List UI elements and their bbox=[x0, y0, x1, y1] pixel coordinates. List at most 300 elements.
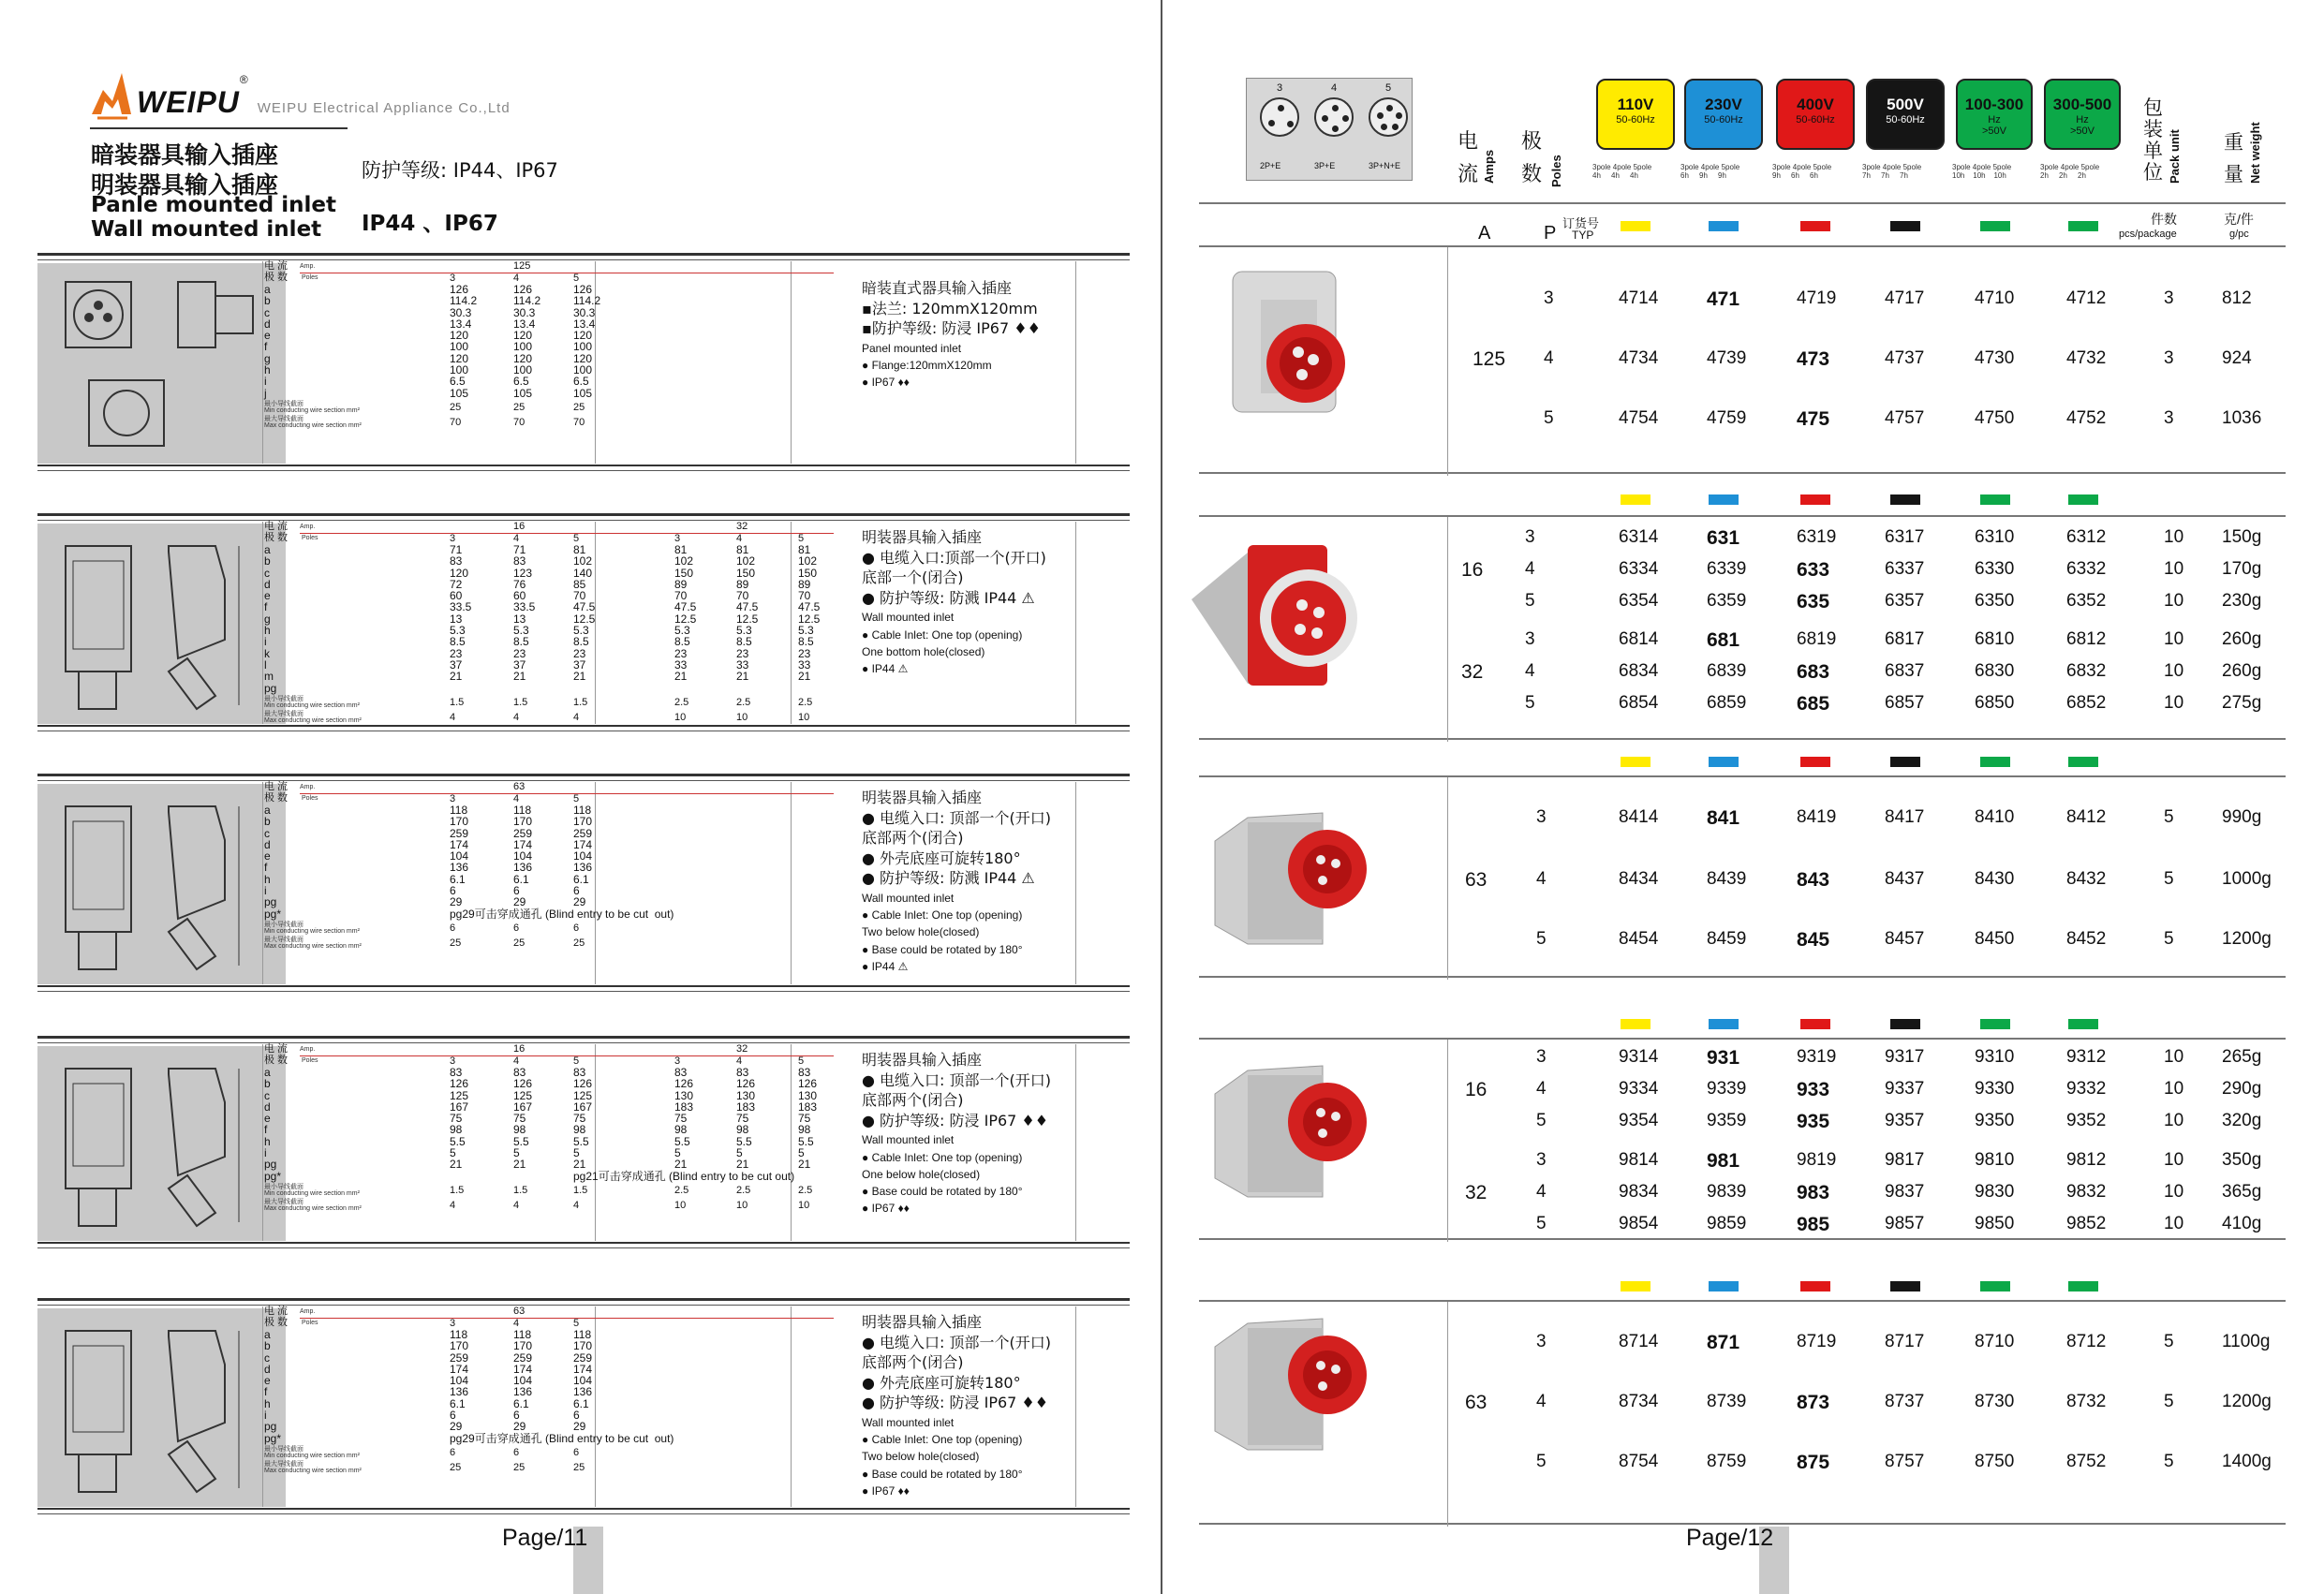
pole-config-label: 2P+E bbox=[1260, 161, 1281, 170]
max-wire-value: 4 bbox=[450, 711, 456, 723]
dimension-letters: a b c d e f g h i k l m pg bbox=[264, 543, 277, 695]
poles-label: 极 数 bbox=[264, 1317, 289, 1328]
min-wire-value: 2.5 bbox=[674, 1185, 689, 1196]
drawing-sketch bbox=[37, 521, 289, 724]
order-number: 6859 bbox=[1707, 693, 1747, 713]
color-swatch bbox=[1709, 1019, 1739, 1029]
pole-hour-legend: 3pole 4pole 5pole 9h 6h 6h bbox=[1772, 163, 1832, 180]
net-weight: 812 bbox=[2222, 288, 2252, 308]
col-typ-en: TYP bbox=[1572, 229, 1594, 242]
net-weight: 260g bbox=[2222, 629, 2262, 649]
order-number: 4739 bbox=[1707, 348, 1747, 368]
pack-count: 10 bbox=[2164, 693, 2184, 713]
spec-section bbox=[37, 1298, 1130, 1510]
order-number: 6350 bbox=[1975, 591, 2015, 611]
order-number: 6352 bbox=[2066, 591, 2107, 611]
min-wire-value: 25 bbox=[573, 402, 585, 413]
max-wire-value: 70 bbox=[513, 417, 525, 428]
order-number: 4730 bbox=[1975, 348, 2015, 368]
max-wire-value: 25 bbox=[450, 1462, 462, 1473]
order-number: 681 bbox=[1707, 629, 1740, 651]
pole-value: 5 bbox=[1544, 408, 1554, 428]
max-wire-value: 10 bbox=[736, 711, 748, 723]
pole-count: 5 bbox=[573, 793, 580, 804]
order-number: 8732 bbox=[2066, 1392, 2107, 1411]
pack-count: 3 bbox=[2164, 408, 2174, 428]
pole-value: 4 bbox=[1544, 348, 1554, 368]
section-rule bbox=[37, 991, 1130, 992]
table-gridline bbox=[262, 261, 263, 464]
order-number: 871 bbox=[1707, 1332, 1740, 1353]
poles-en-label: Poles bbox=[302, 1057, 318, 1064]
dimension-drawing bbox=[37, 260, 289, 464]
drawing-sketch bbox=[37, 1306, 289, 1507]
order-number: 6852 bbox=[2066, 693, 2107, 713]
order-number: 4759 bbox=[1707, 408, 1747, 428]
order-number: 9339 bbox=[1707, 1079, 1747, 1099]
pole-value: 4 bbox=[1536, 869, 1547, 889]
order-number: 685 bbox=[1797, 693, 1830, 715]
frequency-label: Hz >50V bbox=[2070, 114, 2095, 138]
color-swatch bbox=[1800, 1281, 1830, 1291]
description-line-zh: ● 电缆入口: 顶部一个(开口) bbox=[862, 808, 1052, 827]
order-number: 8419 bbox=[1797, 807, 1837, 827]
poles-en-label: Poles bbox=[302, 274, 318, 281]
description-line-zh: ● 电缆入口:顶部一个(开口) bbox=[862, 548, 1046, 567]
header-divider bbox=[1199, 202, 2286, 204]
min-wire-value: 6 bbox=[450, 1447, 456, 1458]
color-swatch bbox=[1621, 1281, 1650, 1291]
dimension-values: 83 126 130 183 75 98 5.5 5 21 bbox=[674, 1066, 694, 1172]
order-number: 9317 bbox=[1885, 1047, 1925, 1067]
min-wire-value: 25 bbox=[450, 402, 462, 413]
section-rule bbox=[37, 470, 1130, 471]
pole-count: 3 bbox=[450, 1055, 456, 1067]
pack-count: 5 bbox=[2164, 929, 2174, 949]
order-number: 6839 bbox=[1707, 661, 1747, 681]
order-number: 8457 bbox=[1885, 929, 1925, 949]
section-rule bbox=[37, 1508, 1130, 1510]
pole-value: 4 bbox=[1525, 661, 1535, 681]
order-number: 8439 bbox=[1707, 869, 1747, 889]
order-number: 875 bbox=[1797, 1452, 1830, 1473]
title-zh-wall: 明装器具输入插座 bbox=[91, 171, 279, 199]
order-number: 8432 bbox=[2066, 869, 2107, 889]
dimension-letters: a b c d e f h i pg pg* bbox=[264, 804, 282, 921]
pack-count: 3 bbox=[2164, 348, 2174, 368]
pin-dot bbox=[1386, 105, 1393, 111]
order-number: 9832 bbox=[2066, 1182, 2107, 1202]
order-number: 9839 bbox=[1707, 1182, 1747, 1202]
order-number: 8737 bbox=[1885, 1392, 1925, 1411]
net-weight: 230g bbox=[2222, 591, 2262, 611]
pole-config-diagram bbox=[1246, 78, 1413, 181]
order-number: 9319 bbox=[1797, 1047, 1837, 1067]
pole-value: 3 bbox=[1525, 629, 1535, 649]
order-number: 8437 bbox=[1885, 869, 1925, 889]
col-typ-zh: 订货号 bbox=[1562, 216, 1600, 230]
description-line-zh: 明装器具输入插座 bbox=[862, 1313, 983, 1331]
pole-count: 4 bbox=[513, 273, 520, 284]
min-wire-en: Min conducting wire section mm² bbox=[264, 1190, 360, 1197]
description-line-en: Wall mounted inlet bbox=[862, 611, 955, 625]
section-rule bbox=[37, 1242, 1130, 1244]
description-line-en: Two below hole(closed) bbox=[862, 925, 980, 939]
color-swatch bbox=[2068, 494, 2098, 505]
max-wire-value: 70 bbox=[450, 417, 462, 428]
pole-value: 5 bbox=[1525, 693, 1535, 713]
poles-en-label: Poles bbox=[302, 1320, 318, 1326]
color-swatch bbox=[2068, 1019, 2098, 1029]
amp-value-1: 16 bbox=[513, 1043, 525, 1055]
inlet-product-image bbox=[1192, 543, 1365, 693]
pin-dot bbox=[1396, 112, 1402, 119]
net-weight: 1200g bbox=[2222, 929, 2272, 949]
header-underline bbox=[300, 793, 834, 794]
weight-en: Net weight bbox=[2248, 122, 2262, 184]
max-wire-value: 25 bbox=[513, 937, 525, 949]
net-weight: 320g bbox=[2222, 1111, 2262, 1130]
max-wire-value: 10 bbox=[674, 1200, 687, 1211]
poles-label-zh: 极 数 bbox=[1521, 130, 1543, 187]
description-line-zh: ● 防护等级: 防溅 IP44 ⚠ bbox=[862, 869, 1035, 888]
voltage-color-box bbox=[2044, 79, 2121, 150]
min-wire-value: 2.5 bbox=[674, 696, 689, 708]
order-number: 6317 bbox=[1885, 527, 1925, 547]
dimension-values: 118 170 259 174 104 136 6.1 6 29 pg29可击穿成通孔 (Blind entry to be cut out) bbox=[450, 804, 674, 921]
pole-hour-legend: 3pole 4pole 5pole 10h 10h 10h bbox=[1952, 163, 2012, 180]
pin-dot bbox=[1278, 105, 1284, 111]
description-line-en: ● IP67 ♦♦ bbox=[862, 376, 910, 390]
order-number: 9857 bbox=[1885, 1214, 1925, 1233]
pole-value: 4 bbox=[1536, 1392, 1547, 1411]
pole-value: 3 bbox=[1544, 288, 1554, 308]
voltage-label: 110V bbox=[1617, 96, 1654, 113]
order-number: 931 bbox=[1707, 1047, 1740, 1069]
color-swatch bbox=[1709, 221, 1739, 231]
max-wire-value: 4 bbox=[573, 1200, 580, 1211]
brand-logo bbox=[90, 67, 511, 120]
order-number: 9852 bbox=[2066, 1214, 2107, 1233]
min-wire-en: Min conducting wire section mm² bbox=[264, 1453, 360, 1459]
voltage-label: 100-300 bbox=[1964, 96, 2024, 113]
table-gridline bbox=[791, 261, 792, 464]
title-zh-panel: 暗装器具输入插座 bbox=[91, 141, 279, 169]
description-line-zh: 底部两个(闭合) bbox=[862, 829, 964, 848]
order-number: 4734 bbox=[1619, 348, 1659, 368]
net-weight: 1036 bbox=[2222, 408, 2262, 428]
order-number: 9854 bbox=[1619, 1214, 1659, 1233]
order-number: 985 bbox=[1797, 1214, 1830, 1235]
order-number: 9814 bbox=[1619, 1150, 1659, 1170]
pack-count: 5 bbox=[2164, 1452, 2174, 1471]
max-wire-value: 25 bbox=[450, 937, 462, 949]
dimension-values: 71 83 120 72 60 33.5 13 5.3 8.5 23 37 21 bbox=[450, 543, 472, 684]
min-wire-value: 2.5 bbox=[798, 1185, 813, 1196]
min-wire-value: 2.5 bbox=[798, 696, 813, 708]
dimension-values: 118 170 259 174 104 136 6.1 6 29 pg29可击穿成通孔 (Blind entry to be cut out) bbox=[450, 1328, 674, 1445]
amp-value-1: 16 bbox=[513, 521, 525, 532]
amp-label: Amp. bbox=[300, 784, 316, 790]
voltage-label: 230V bbox=[1705, 96, 1742, 113]
description-line-en: ● IP67 ♦♦ bbox=[862, 1483, 910, 1498]
color-swatch bbox=[2068, 1281, 2098, 1291]
order-number: 9357 bbox=[1885, 1111, 1925, 1130]
pole-config-number: 3 bbox=[1277, 82, 1283, 94]
order-number: 6339 bbox=[1707, 559, 1747, 579]
pole-value: 3 bbox=[1536, 807, 1547, 827]
description-line-en: Wall mounted inlet bbox=[862, 891, 955, 905]
protection-zh: 防护等级: IP44、IP67 bbox=[362, 159, 558, 182]
voltage-color-box bbox=[1776, 79, 1855, 150]
color-swatch bbox=[1890, 221, 1920, 231]
order-number: 9352 bbox=[2066, 1111, 2107, 1130]
color-swatch bbox=[2068, 757, 2098, 767]
order-number: 6814 bbox=[1619, 629, 1659, 649]
order-number: 4712 bbox=[2066, 288, 2107, 308]
net-weight: 150g bbox=[2222, 527, 2262, 547]
pole-value: 3 bbox=[1525, 527, 1535, 547]
order-number: 9337 bbox=[1885, 1079, 1925, 1099]
pack-count: 10 bbox=[2164, 629, 2184, 649]
order-number: 8710 bbox=[1975, 1332, 2015, 1351]
frequency-label: Hz >50V bbox=[1982, 114, 2006, 138]
pole-count: 4 bbox=[513, 793, 520, 804]
dimension-letters: a b c d e f h i pg pg* bbox=[264, 1066, 282, 1183]
col-pcs-en: pcs/package bbox=[2119, 229, 2177, 240]
net-weight: 275g bbox=[2222, 693, 2262, 713]
poles-label: 极 数 bbox=[264, 792, 289, 804]
inlet-product-image bbox=[1210, 1056, 1369, 1206]
description-line-zh: 底部两个(闭合) bbox=[862, 1353, 964, 1372]
inlet-product-image bbox=[1210, 1309, 1369, 1469]
color-swatch bbox=[1621, 1019, 1650, 1029]
dimension-values: 118 170 259 174 104 136 6.1 6 29 bbox=[513, 1328, 533, 1434]
order-number: 8454 bbox=[1619, 929, 1659, 949]
col-a: A bbox=[1478, 223, 1491, 244]
poles-label: 极 数 bbox=[264, 272, 289, 283]
dimension-drawing bbox=[37, 1043, 289, 1241]
pin-dot bbox=[1392, 124, 1399, 130]
order-number: 9310 bbox=[1975, 1047, 2015, 1067]
dimension-values: 81 102 150 89 70 47.5 12.5 5.3 8.5 23 33 21 bbox=[798, 543, 821, 684]
page-num: 11 bbox=[563, 1525, 588, 1551]
description-line-en: ● Base could be rotated by 180° bbox=[862, 942, 1023, 956]
voltage-color-box bbox=[1956, 79, 2033, 150]
order-number: 4714 bbox=[1619, 288, 1659, 308]
pole-value: 4 bbox=[1536, 1182, 1547, 1202]
order-number: 6310 bbox=[1975, 527, 2015, 547]
section-rule bbox=[37, 1247, 1130, 1248]
drawing-sketch bbox=[37, 260, 289, 464]
order-number: 6854 bbox=[1619, 693, 1659, 713]
pin-dot bbox=[1377, 112, 1384, 119]
product-description bbox=[862, 1050, 1143, 1216]
pack-count: 5 bbox=[2164, 869, 2174, 889]
net-weight: 260g bbox=[2222, 661, 2262, 681]
color-swatch bbox=[1980, 757, 2010, 767]
order-number: 8452 bbox=[2066, 929, 2107, 949]
description-line-en: One bottom hole(closed) bbox=[862, 644, 985, 658]
description-line-en: ● IP44 ⚠ bbox=[862, 661, 909, 675]
col-pcs-zh: 件数 bbox=[2151, 212, 2177, 227]
socket-face-icon bbox=[1260, 97, 1299, 137]
pole-value: 3 bbox=[1536, 1332, 1547, 1351]
order-number: 473 bbox=[1797, 348, 1830, 370]
drawing-sketch bbox=[37, 781, 289, 984]
order-number: 8410 bbox=[1975, 807, 2015, 827]
max-wire-value: 70 bbox=[573, 417, 585, 428]
voltage-label: 400V bbox=[1797, 96, 1834, 113]
order-number: 6810 bbox=[1975, 629, 2015, 649]
description-line-zh: 底部两个(闭合) bbox=[862, 1091, 964, 1110]
color-swatch bbox=[1621, 757, 1650, 767]
net-weight: 924 bbox=[2222, 348, 2252, 368]
pack-count: 5 bbox=[2164, 1392, 2174, 1411]
amp-value-2: 32 bbox=[736, 1043, 748, 1055]
amp-value-2: 32 bbox=[736, 521, 748, 532]
max-wire-en: Max conducting wire section mm² bbox=[264, 716, 362, 724]
max-wire-value: 4 bbox=[573, 711, 580, 723]
pole-value: 5 bbox=[1536, 929, 1547, 949]
table-rule bbox=[1199, 738, 2286, 740]
order-number: 983 bbox=[1797, 1182, 1830, 1203]
order-number: 843 bbox=[1797, 869, 1830, 891]
voltage-label: 500V bbox=[1887, 96, 1924, 113]
order-number: 6819 bbox=[1797, 629, 1837, 649]
order-number: 9850 bbox=[1975, 1214, 2015, 1233]
dimension-drawing bbox=[37, 1306, 289, 1507]
order-number: 471 bbox=[1707, 288, 1740, 310]
col-gpc-zh: 克/件 bbox=[2224, 212, 2254, 227]
pole-value: 4 bbox=[1525, 559, 1535, 579]
max-wire-en: Max conducting wire section mm² bbox=[264, 943, 362, 950]
brand-name: WEIPU bbox=[137, 85, 240, 119]
dimension-values: 81 102 150 89 70 47.5 12.5 5.3 8.5 23 33 21 bbox=[674, 543, 697, 684]
pole-hour-legend: 3pole 4pole 5pole 4h 4h 4h bbox=[1592, 163, 1652, 180]
dimension-values: 81 102 140 85 70 47.5 12.5 5.3 8.5 23 37 21 bbox=[573, 543, 596, 684]
description-line-zh: ● 电缆入口: 顶部一个(开口) bbox=[862, 1070, 1052, 1089]
order-number: 6834 bbox=[1619, 661, 1659, 681]
net-weight: 265g bbox=[2222, 1047, 2262, 1067]
order-number: 9830 bbox=[1975, 1182, 2015, 1202]
net-weight: 1200g bbox=[2222, 1392, 2272, 1411]
max-wire-en: Max conducting wire section mm² bbox=[264, 1468, 362, 1474]
order-number: 6357 bbox=[1885, 591, 1925, 611]
order-number: 9350 bbox=[1975, 1111, 2015, 1130]
product-description bbox=[862, 1312, 1143, 1498]
description-line-en: ● Flange:120mmX120mm bbox=[862, 358, 992, 372]
amp-value: 63 bbox=[1465, 1392, 1488, 1413]
net-weight: 290g bbox=[2222, 1079, 2262, 1099]
pin-dot bbox=[1342, 115, 1349, 122]
table-gridline bbox=[791, 782, 792, 984]
amp-value-1: 63 bbox=[513, 781, 525, 792]
color-swatch bbox=[1709, 1281, 1739, 1291]
pin-dot bbox=[1381, 124, 1387, 130]
dimension-values: 83 126 125 167 75 98 5.5 5 21 bbox=[450, 1066, 469, 1172]
col-gpc-en: g/pc bbox=[2229, 229, 2249, 240]
product-description bbox=[862, 527, 1143, 676]
order-number: 8412 bbox=[2066, 807, 2107, 827]
table-gridline bbox=[1447, 777, 1448, 980]
description-line-zh: ▪防护等级: 防浸 IP67 ♦♦ bbox=[862, 319, 1041, 338]
dimension-values: 83 126 130 183 75 98 5.5 5 21 bbox=[798, 1066, 818, 1172]
current-label: 电 流 bbox=[264, 1306, 289, 1317]
pole-count: 5 bbox=[573, 1055, 580, 1067]
current-label-en: Amps bbox=[1482, 149, 1496, 184]
pack-count: 10 bbox=[2164, 591, 2184, 611]
order-number: 4737 bbox=[1885, 348, 1925, 368]
order-number: 9332 bbox=[2066, 1079, 2107, 1099]
color-swatch bbox=[1890, 1281, 1920, 1291]
color-swatch bbox=[1709, 494, 1739, 505]
section-rule bbox=[37, 725, 1130, 727]
amp-label: Amp. bbox=[300, 1046, 316, 1053]
dimension-values: 83 126 125 167 75 98 5.5 5 21 pg21可击穿成通孔 (Blind entry to be cut out) bbox=[573, 1066, 795, 1183]
max-wire-value: 10 bbox=[736, 1200, 748, 1211]
pack-count: 10 bbox=[2164, 1047, 2184, 1067]
color-swatch bbox=[1621, 221, 1650, 231]
pole-config-number: 4 bbox=[1331, 82, 1338, 94]
min-wire-value: 6 bbox=[573, 1447, 580, 1458]
page-label: Page/ bbox=[1686, 1525, 1748, 1551]
pole-count: 3 bbox=[674, 1055, 681, 1067]
order-number: 9810 bbox=[1975, 1150, 2015, 1170]
order-number: 8430 bbox=[1975, 869, 2015, 889]
pole-config-number: 5 bbox=[1385, 82, 1392, 94]
pole-count: 3 bbox=[450, 793, 456, 804]
table-gridline bbox=[262, 1306, 263, 1507]
color-swatch bbox=[1890, 757, 1920, 767]
order-number: 8714 bbox=[1619, 1332, 1659, 1351]
section-rule bbox=[37, 520, 1130, 521]
current-label: 电 流 bbox=[264, 781, 289, 792]
amp-value-1: 63 bbox=[513, 1306, 525, 1317]
pole-value: 3 bbox=[1536, 1047, 1547, 1067]
pole-count: 5 bbox=[798, 533, 805, 544]
max-wire-zh: 最大导线截面 bbox=[264, 1199, 303, 1205]
order-number: 635 bbox=[1797, 591, 1830, 613]
current-label: 电 流 bbox=[264, 260, 289, 272]
title-en-wall: Wall mounted inlet bbox=[91, 217, 322, 242]
frequency-label: 50-60Hz bbox=[1796, 114, 1835, 125]
order-number: 8459 bbox=[1707, 929, 1747, 949]
title-en-panel: Panle mounted inlet bbox=[91, 193, 336, 217]
dimension-values: 126 114.2 30.3 13.4 120 100 120 100 6.5 105 bbox=[573, 283, 601, 400]
color-swatch bbox=[1800, 757, 1830, 767]
pole-hour-legend: 3pole 4pole 5pole 6h 9h 9h bbox=[1680, 163, 1740, 180]
color-swatch bbox=[1890, 1019, 1920, 1029]
dimension-values: 71 83 123 76 60 33.5 13 5.3 8.5 23 37 21 bbox=[513, 543, 536, 684]
pack-count: 5 bbox=[2164, 807, 2174, 827]
color-swatch bbox=[1980, 1019, 2010, 1029]
table-gridline bbox=[262, 782, 263, 984]
order-number: 9812 bbox=[2066, 1150, 2107, 1170]
description-line-en: ● Cable Inlet: One top (opening) bbox=[862, 1150, 1023, 1164]
col-p: P bbox=[1544, 223, 1557, 244]
pole-hour-legend: 3pole 4pole 5pole 2h 2h 2h bbox=[2040, 163, 2100, 180]
max-wire-en: Max conducting wire section mm² bbox=[264, 422, 362, 429]
dimension-letters: a b c d e f h i pg pg* bbox=[264, 1328, 282, 1445]
voltage-color-box bbox=[1866, 79, 1945, 150]
min-wire-en: Min conducting wire section mm² bbox=[264, 701, 360, 709]
order-number: 8750 bbox=[1975, 1452, 2015, 1471]
pack-count: 10 bbox=[2164, 1150, 2184, 1170]
voltage-color-box bbox=[1596, 79, 1675, 150]
order-number: 933 bbox=[1797, 1079, 1830, 1100]
order-number: 631 bbox=[1707, 527, 1740, 549]
